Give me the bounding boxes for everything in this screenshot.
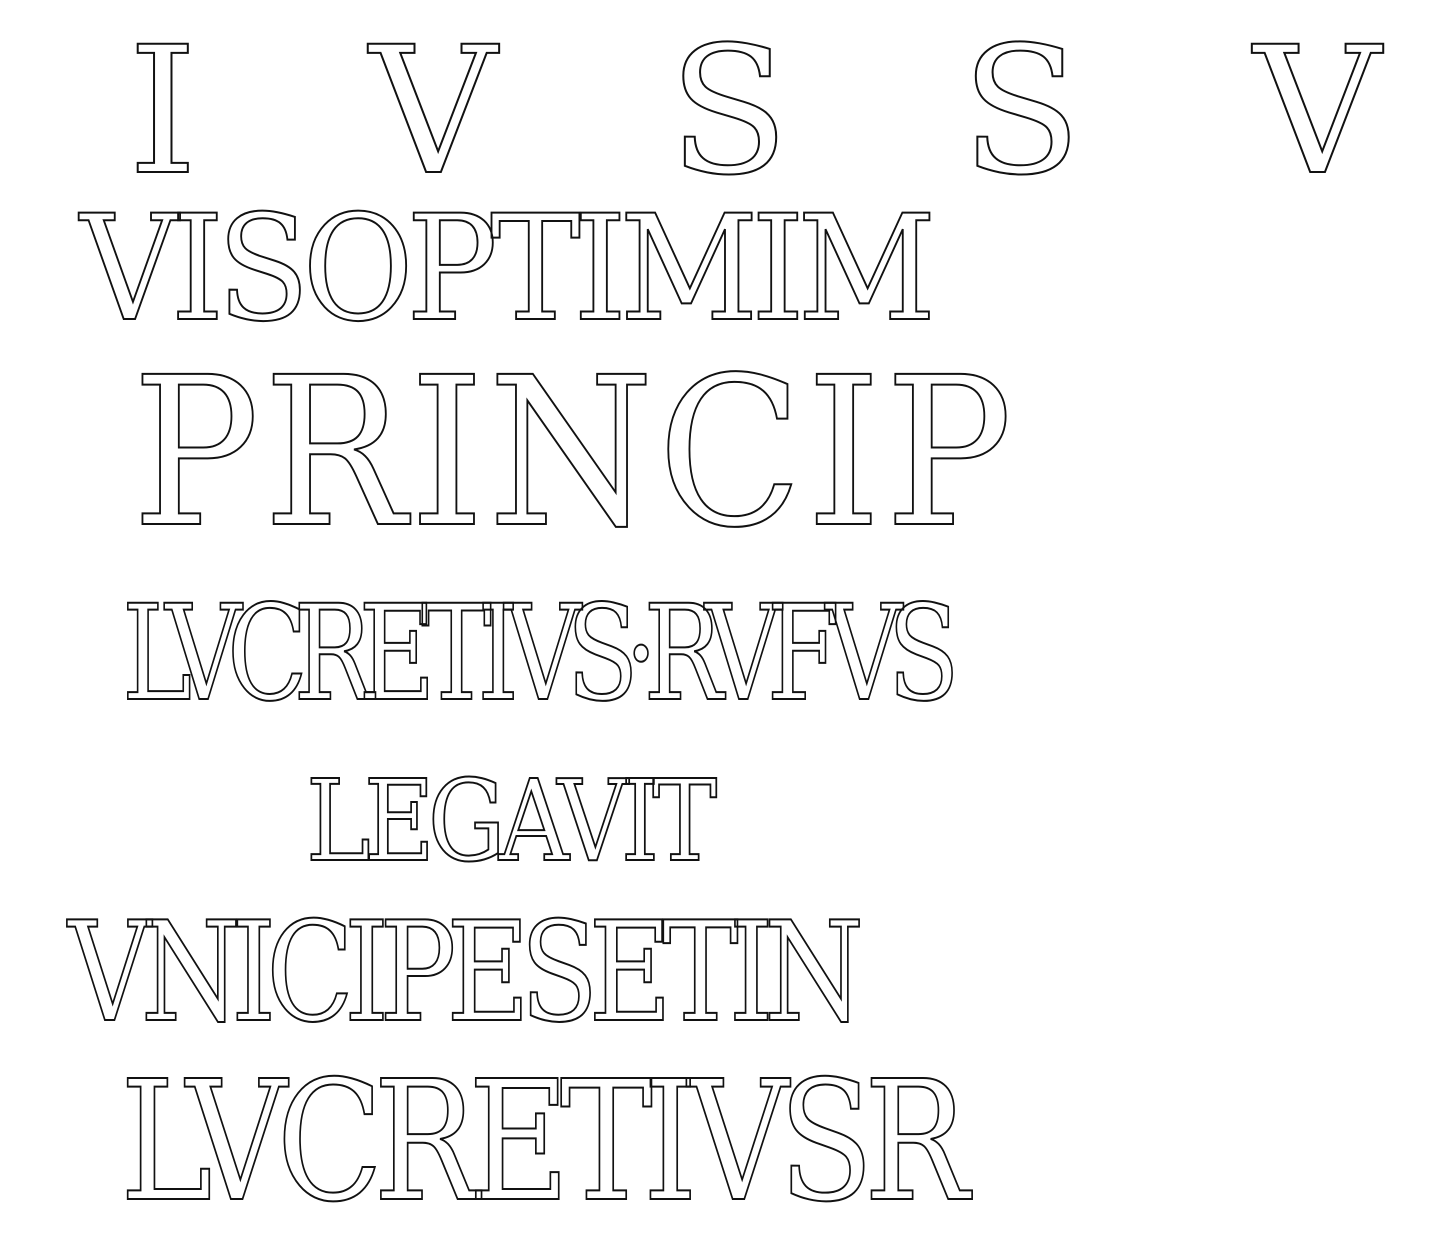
inscription-line-4: LVCRETIVS·RVFVS — [122, 577, 946, 731]
inscription-line-5: LEGAVIT — [306, 757, 711, 887]
inscription-line-7: LVCRETIVSR — [120, 1046, 959, 1239]
inscription-line-2: VISOPTIMIM — [80, 184, 929, 354]
inscription-line-1: I V S S V — [128, 9, 1439, 214]
inscription-line-3: PRINCIP — [132, 333, 1017, 573]
inscription-line-6: VNICIPESETIN — [68, 892, 855, 1053]
